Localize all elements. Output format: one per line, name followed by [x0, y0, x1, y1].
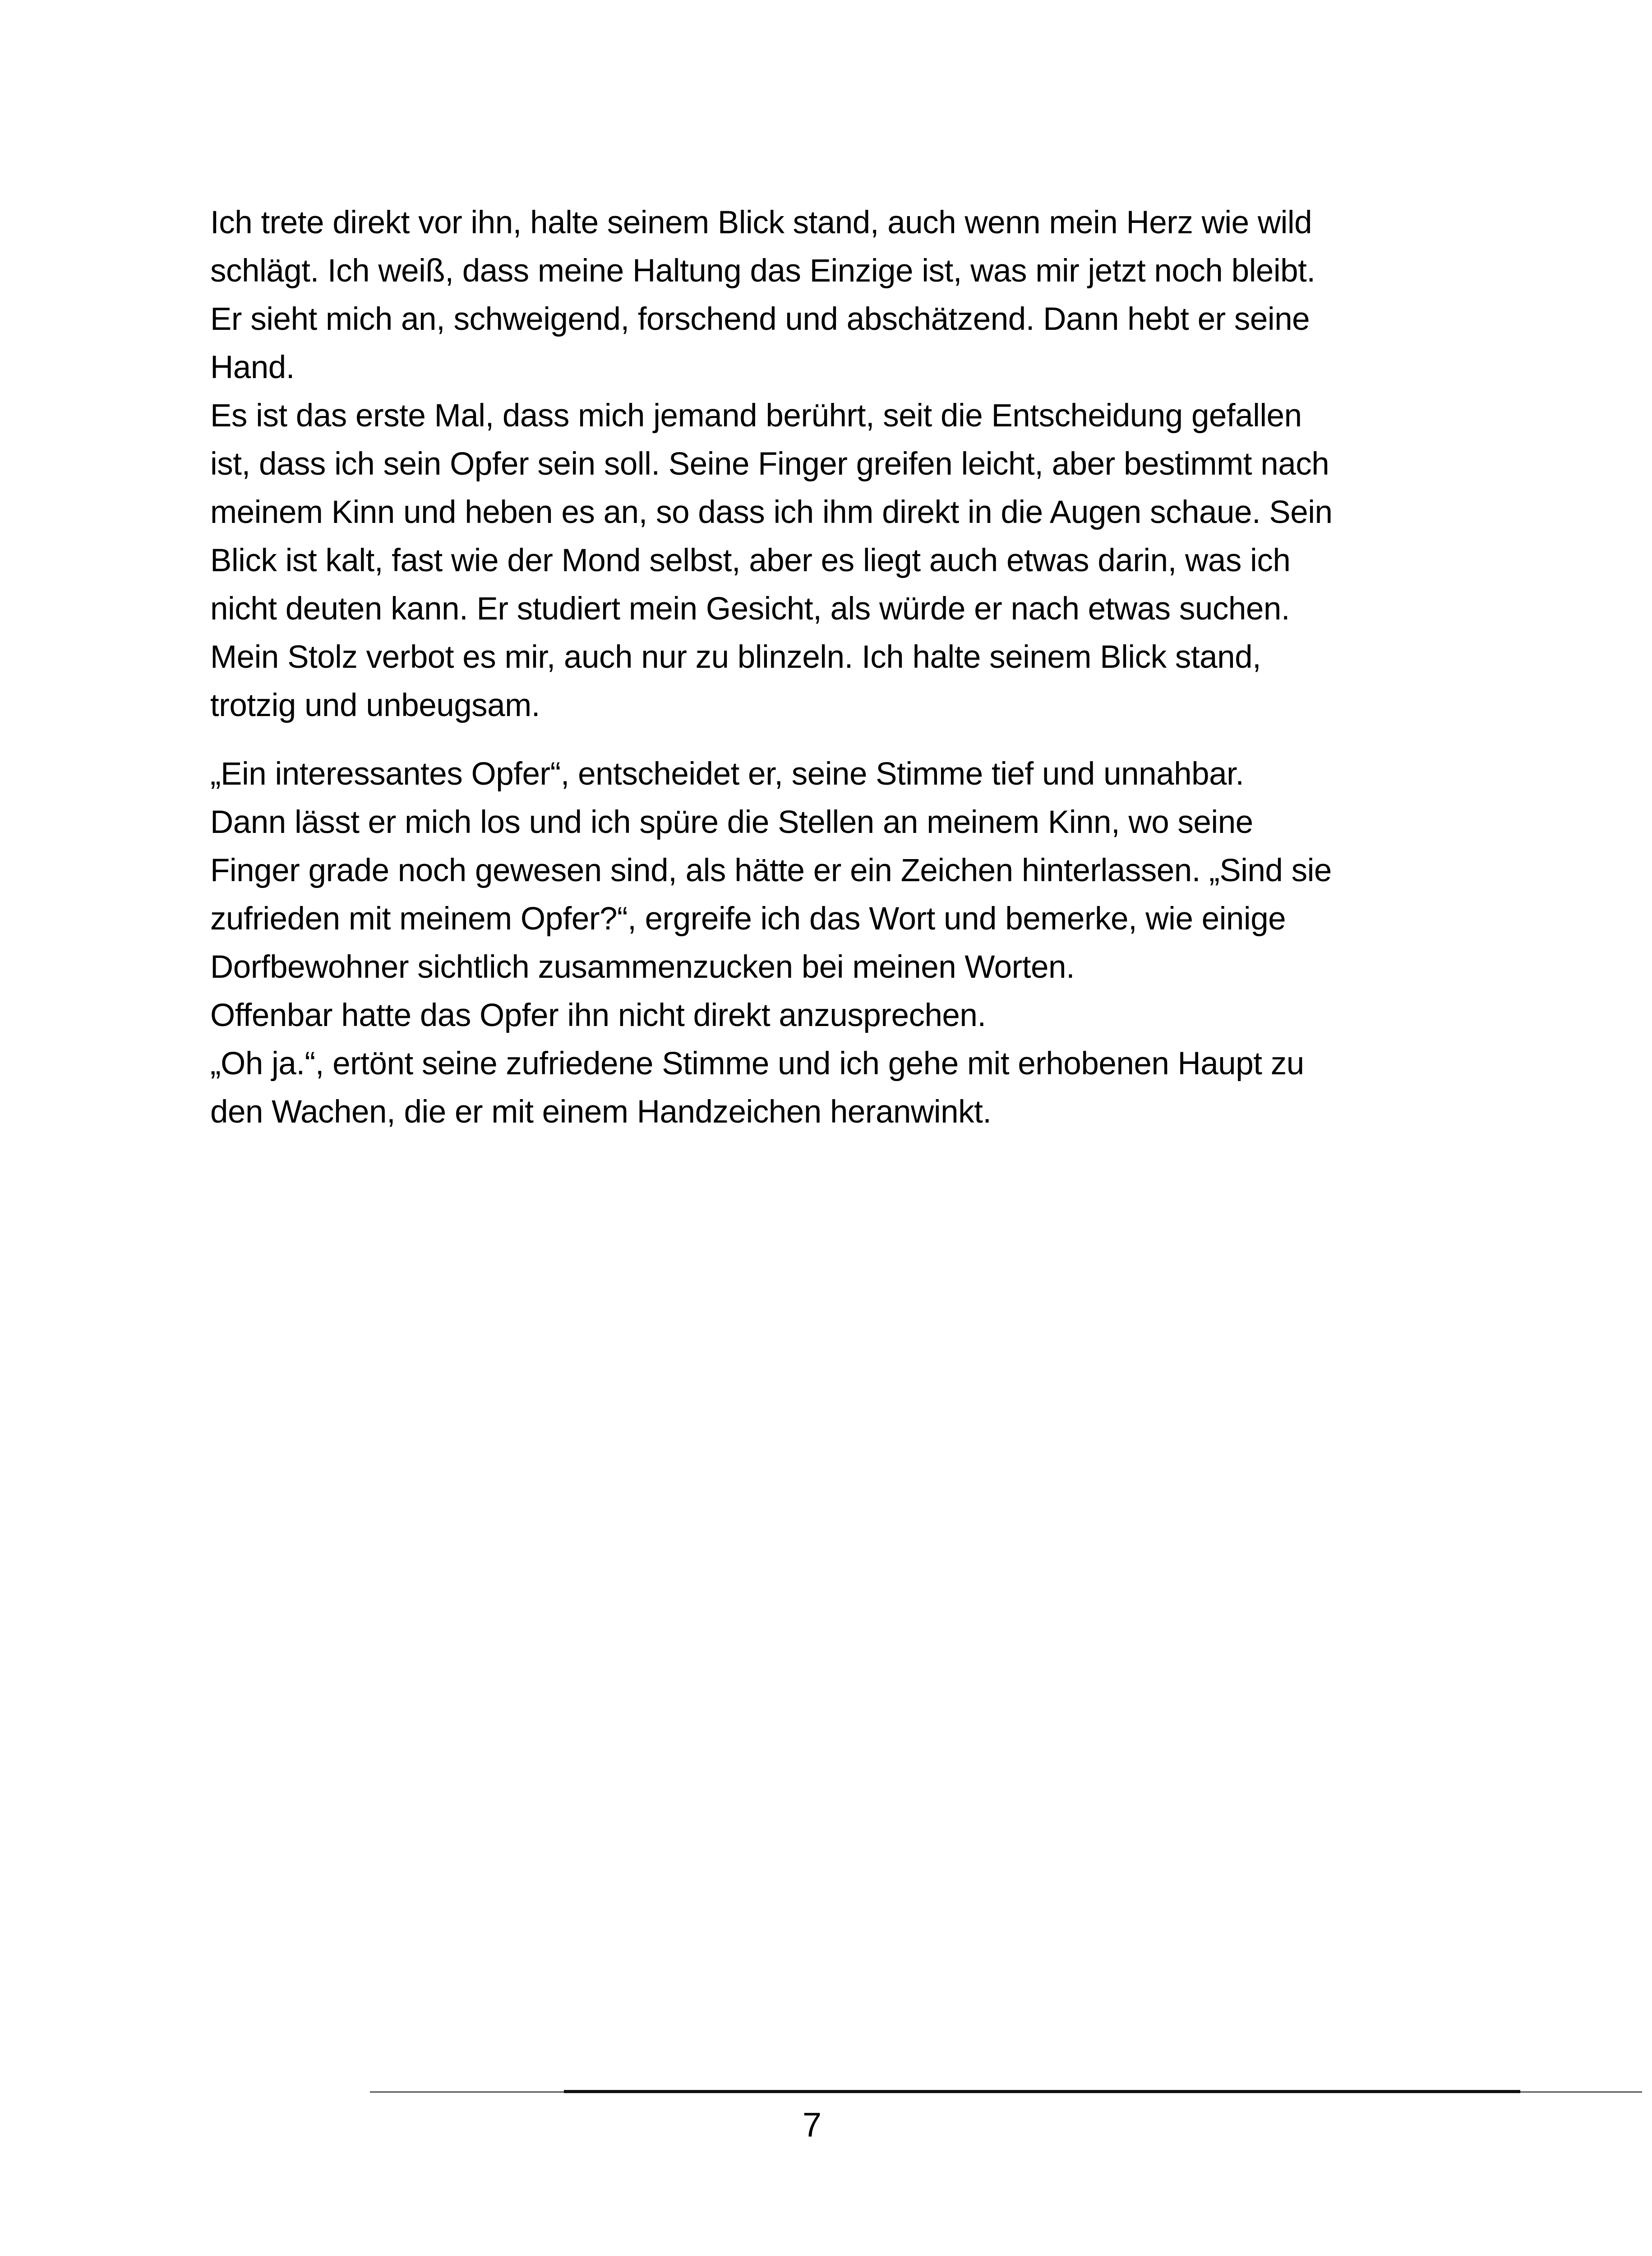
text-line: Dann lässt er mich los und ich spüre die Stellen an meinem Kinn, wo seine: [210, 804, 1253, 840]
text-line: „Oh ja.“, ertönt seine zufriedene Stimme und ich gehe mit erhobenen Haupt zu: [210, 1046, 1304, 1082]
text-line: den Wachen, die er mit einem Handzeichen heranwinkt.: [210, 1094, 992, 1130]
page-number: 7: [802, 2106, 822, 2144]
paragraph-spacer: [210, 730, 1446, 750]
text-line: Er sieht mich an, schweigend, forschend und abschätzend. Dann hebt er seine: [210, 301, 1310, 337]
text-line: trotzig und unbeugsam.: [210, 688, 540, 723]
text-line: Hand.: [210, 350, 295, 385]
text-line: Es ist das erste Mal, dass mich jemand berührt, seit die Entscheidung gefallen: [210, 398, 1302, 434]
text-line: Ich trete direkt vor ihn, halte seinem Blick stand, auch wenn mein Herz wie wild: [210, 205, 1312, 240]
text-line: Mein Stolz verbot es mir, auch nur zu blinzeln. Ich halte seinem Blick stand,: [210, 639, 1261, 675]
text-line: Dorfbewohner sichtlich zusammenzucken bei meinen Worten.: [210, 949, 1075, 985]
footer-divider-thick: [564, 2090, 1520, 2093]
text-line: Blick ist kalt, fast wie der Mond selbst, aber es liegt auch etwas darin, was ich: [210, 543, 1291, 578]
text-line: Offenbar hatte das Opfer ihn nicht direkt anzusprechen.: [210, 998, 986, 1033]
text-line: schlägt. Ich weiß, dass meine Haltung das Einzige ist, was mir jetzt noch bleibt.: [210, 253, 1315, 289]
text-line: meinem Kinn und heben es an, so dass ich ihm direkt in die Augen schaue. Sein: [210, 495, 1333, 530]
body-text: [210, 199, 1446, 1136]
text-line: Finger grade noch gewesen sind, als hätte er ein Zeichen hinterlassen. „Sind sie: [210, 853, 1332, 888]
footer-divider: [370, 2090, 1642, 2094]
text-line: zufrieden mit meinem Opfer?“, ergreife ich das Wort und bemerke, wie einige: [210, 901, 1286, 937]
text-line: ist, dass ich sein Opfer sein soll. Seine Finger greifen leicht, aber bestimmt nach: [210, 446, 1329, 482]
text-line: nicht deuten kann. Er studiert mein Gesicht, als würde er nach etwas suchen.: [210, 591, 1290, 627]
text-line: „Ein interessantes Opfer“, entscheidet er, seine Stimme tief und unnahbar.: [210, 756, 1244, 792]
